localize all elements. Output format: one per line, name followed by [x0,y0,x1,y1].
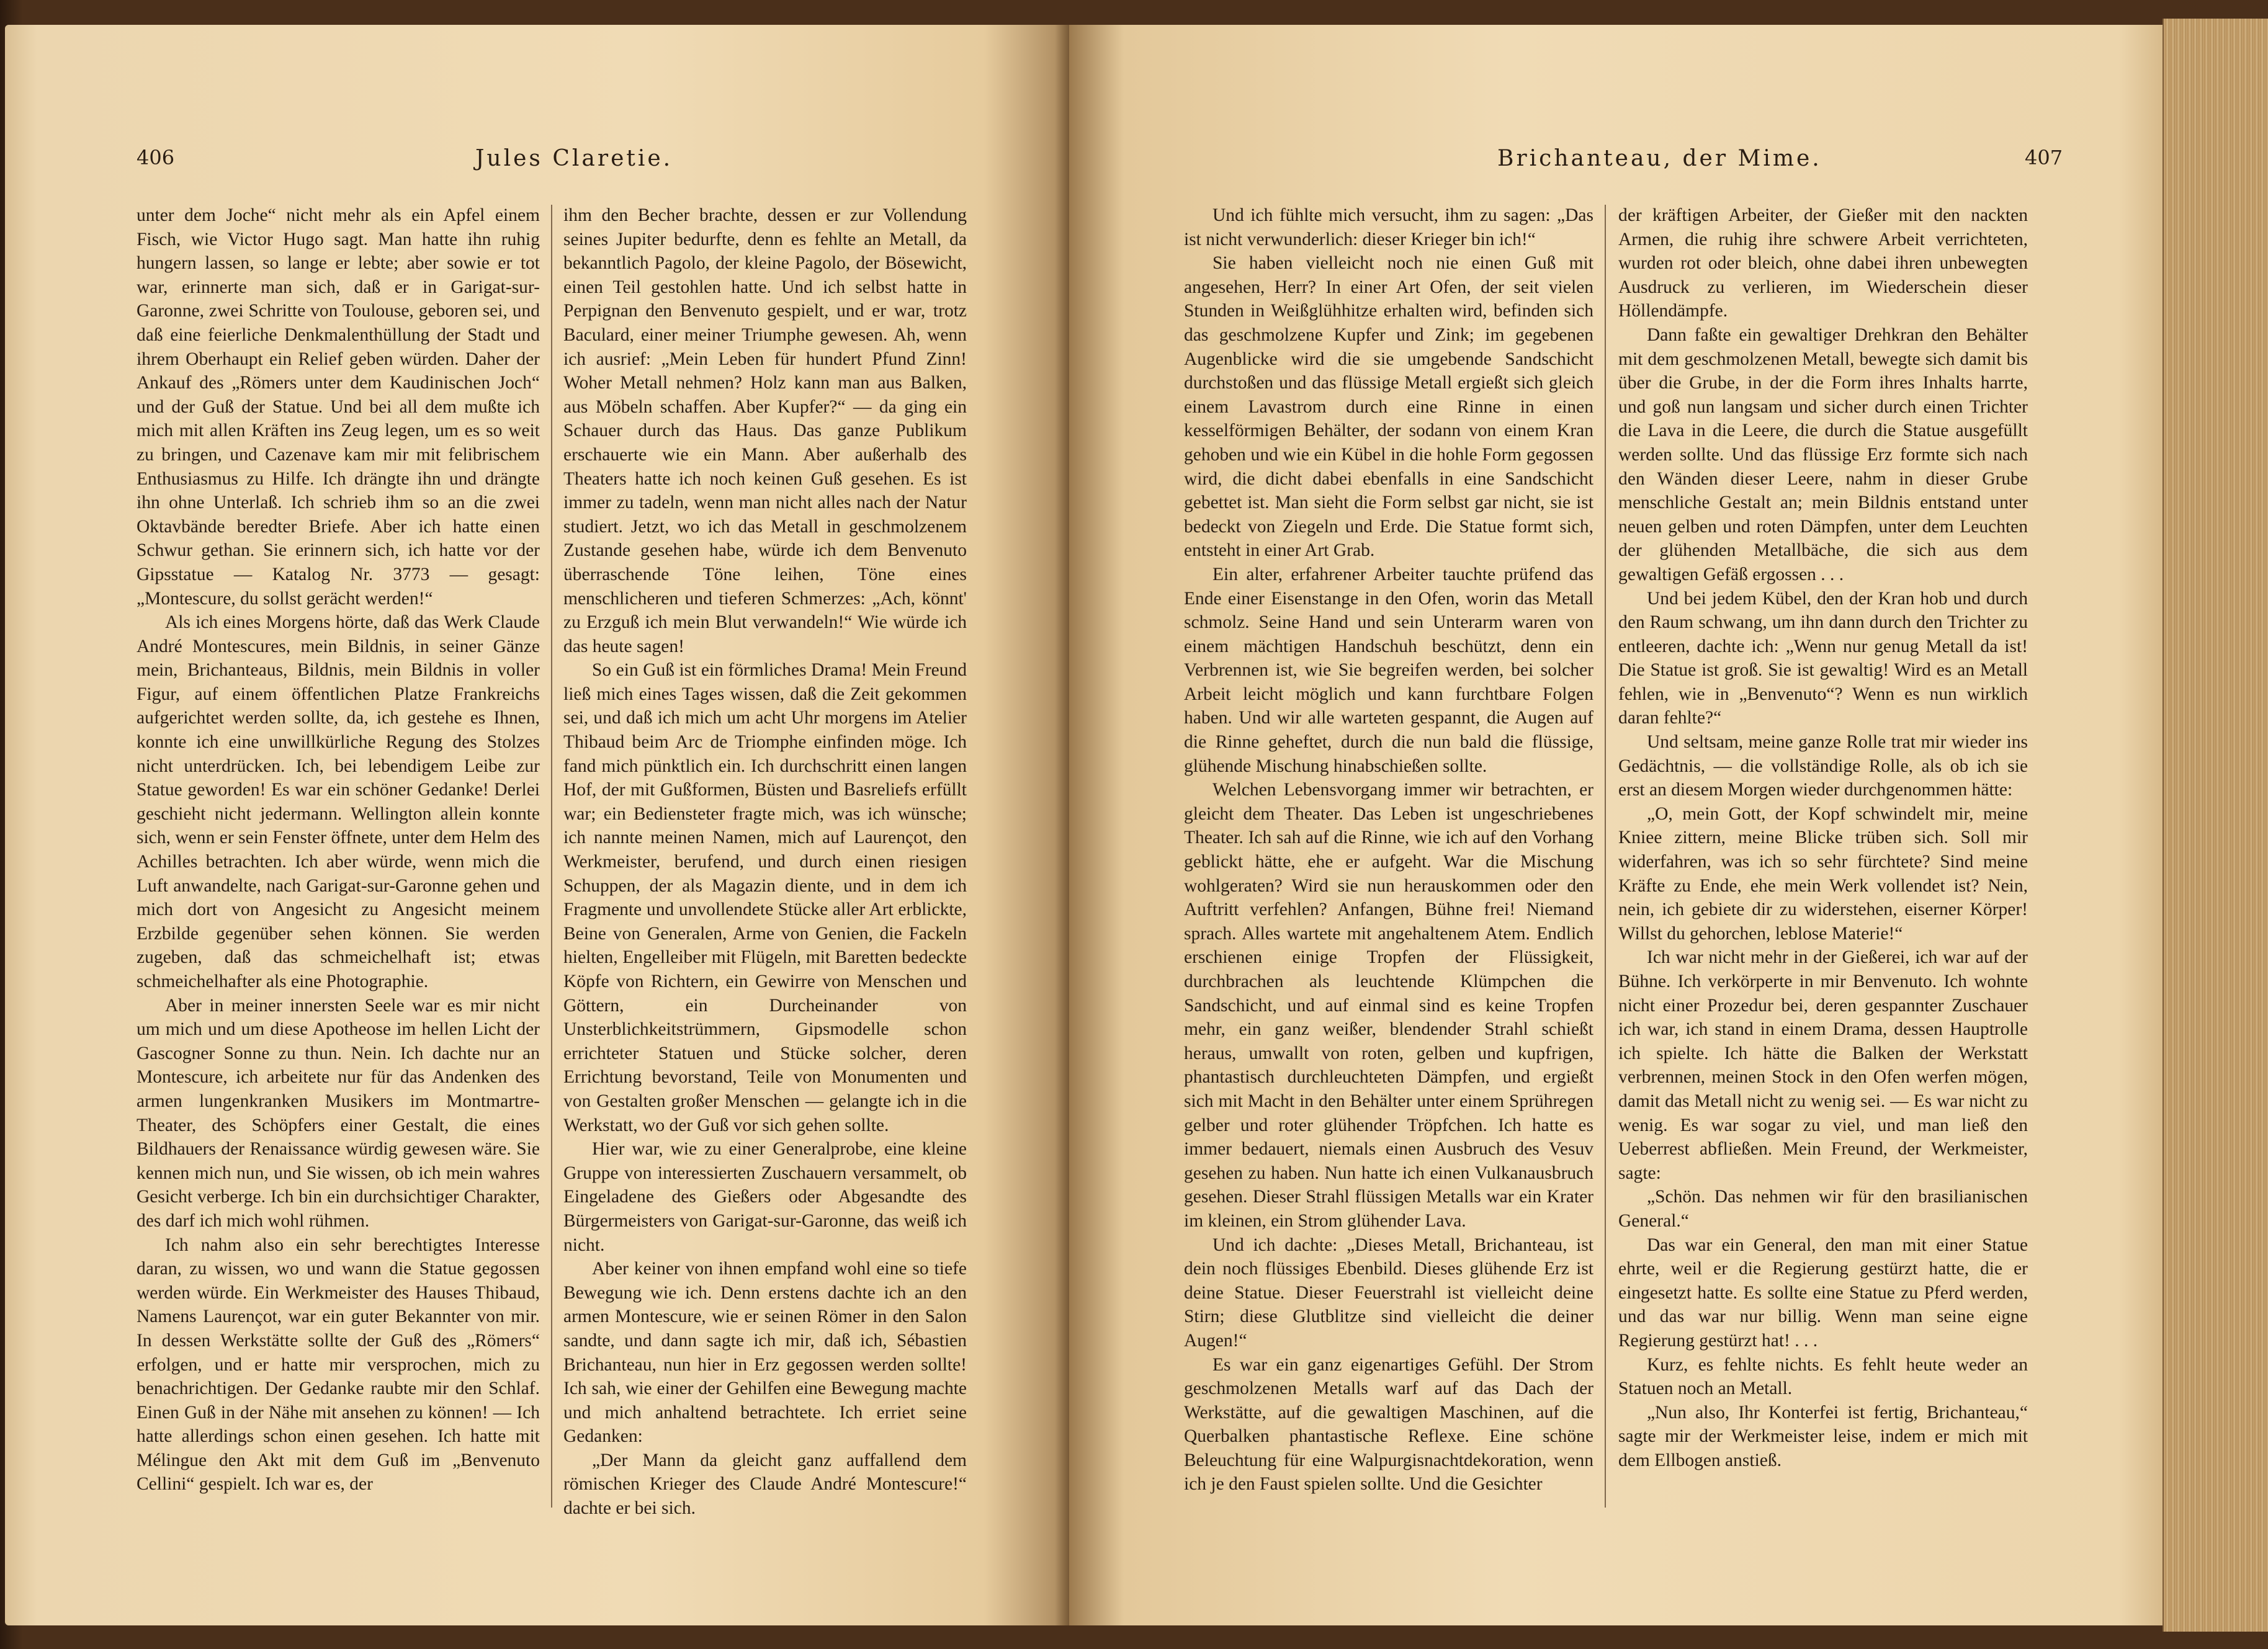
paragraph: Kurz, es fehlte nichts. Es fehlt heute weder an Statuen noch an Metall. [1618,1354,2028,1399]
paragraph: Das war ein General, den man mit einer Statue ehrte, weil er die Regierung gestürzt hatte, die er eingesetzt hatte. Es sollte eine Statue zu Pferd werden, und das war nur billig. Wenn man seine eigne Regierung gestürzt hat! . . . [1618,1235,2028,1351]
paragraph: Und bei jedem Kübel, den der Kran hob und durch den Raum schwang, um ihn dann durch den Trichter zu entleeren, dachte ich: „Wenn nur genug Metall da ist! Die Statue ist groß. Sie ist gewaltig! Wird es an Metall fehlen, wie in „Benvenuto“? Wenn es nun wirklich daran fehlte?“ [1618,588,2028,728]
page-block-edge [2163,19,2268,1632]
paragraph: Welchen Lebensvorgang immer wir betrachten, er gleicht dem Theater. Das Leben ist ungeschriebenes Theater. Ich sah auf die Rinne, wie ich auf den Vorhang geblickt hätte, ehe er aufgeht. War die Mischung wohlgeraten? Wird sie nun herauskommen oder den Auftritt verfehlen? Anfangen, Bühne frei! Niemand sprach. Alles wartete mit angehaltenem Atem. Endlich erschienen einige Tropfen der Flüssigkeit, durchbrachen als leuchtende Klümpchen die Sandschicht, und auf einmal sind es keine Tropfen mehr, ein ganz weißer, blendender Strahl schießt heraus, umwallt von roten, gelben und kupfrigen, phantastisch durchleuchteten Dämpfen, und ergießt sich mit Macht in den Behälter unter einem Sprühregen gelber und roter glühender Tröpfchen. Ich hatte es immer bedauert, niemals einen Ausbruch des Vesuv gesehen zu haben. Nun hatte ich einen Vulkanausbruch gesehen. Dieser Strahl flüssigen Metalls war ein Krater im kleinen, ein Strom glühender Lava. [1184,780,1593,1231]
column-divider [551,205,552,1508]
paragraph: unter dem Joche“ nicht mehr als ein Apfel einem Fisch, wie Victor Hugo sagt. Man hatte ihn ruhig hungern lassen, so lange er lebte; aber sowie er tot war, erinnerte man sich, daß er in Garigat-sur-Garonne, zwei Schritte von Toulouse, geboren sei, und daß eine feierliche Denkmalenthüllung der Stadt und ihrem Oberhaupt ein Relief geben würden. Daher der Ankauf des „Römers unter dem Kaudinischen Joch“ und der Guß der Statue. Und bei all dem mußte ich mich mit allen Kräften ins Zeug legen, um es so weit zu bringen, und Cazenave kam mir mit felibrischem Enthusiasmus zu Hilfe. Ich drängte ihn und drängte ihn ohne Unterlaß. Ich schrieb ihm so an die zwei Oktavbände beredter Briefe. Aber ich hatte einen Schwur gethan. Sie erinnern sich, ich hatte vor der Gipsstatue — Katalog Nr. 3773 — gesagt: „Montescure, du sollst gerächt werden!“ [137,205,540,609]
paragraph: Ich war nicht mehr in der Gießerei, ich war auf der Bühne. Ich verkörperte in mir Benvenuto. Ich wohnte nicht einer Prozedur bei, deren gespannter Zuschauer ich war, ich stand in einem Drama, dessen Hauptrolle ich spielte. Ich hätte die Balken der Werkstatt verbrennen, meinen Stock in den Ofen werfen mögen, damit das Metall nicht zu wenig sei. — Es war nicht zu wenig. Es war sogar zu viel, und man ließ den Ueberrest abfließen. Mein Freund, der Werkmeister, sagte: [1618,947,2028,1183]
paragraph: „Der Mann da gleicht ganz auffallend dem römischen Krieger des Claude André Montescure!“ dachte er bei sich. [563,1450,967,1519]
text-column-1 [1184,203,1593,1496]
paragraph: Als ich eines Morgens hörte, daß das Werk Claude André Montescures, mein Bildnis, in seiner Gänze mein, Brichanteaus, Bildnis, mein Bildnis in voller Figur, auf einem öffentlichen Platze Frankreichs aufgerichtet werden sollte, da, ich gestehe es Ihnen, konnte ich eine unwillkürliche Regung des Stolzes nicht unterdrücken. Ich, bei lebendigem Leibe zur Statue geworden! Es war ein schöner Gedanke! Derlei geschieht nicht jedermann. Wellington allein konnte sich, wenn er sein Fenster öffnete, unter dem Helm des Achilles betrachten. Ich aber würde, wenn mich die Luft anwandelte, nach Garigat-sur-Garonne gehen und mich dort von Angesicht zu Angesicht meinem Erzbilde gegenüber sehen können. Sie werden zugeben, daß das schmeichelhaft ist; etwas schmeichelhafter als eine Photographie. [137,612,540,991]
paragraph: Und ich fühlte mich versucht, ihm zu sagen: „Das ist nicht verwunderlich: dieser Krieger bin ich!“ [1184,205,1593,249]
paragraph: Aber keiner von ihnen empfand wohl eine so tiefe Bewegung wie ich. Denn erstens dachte ich an den armen Montescure, wie er seinen Römer in den Salon sandte, und dann sagte ich mir, daß ich, Sébastien Brichanteau, nun hier in Erz gegossen werden sollte! Ich sah, wie einer der Gehilfen eine Bewegung machte und mich anhaltend betrachtete. Ich erriet seine Gedanken: [563,1259,967,1447]
left-page [5,25,1069,1625]
paragraph: Ich nahm also ein sehr berechtigtes Interesse daran, zu wissen, wo und wann die Statue gegossen werden würde. Ein Werkmeister des Hauses Thibaud, Namens Laurençot, war ein guter Bekannter von mir. In dessen Werkstätte sollte der Guß des „Römers“ erfolgen, und er hatte mir versprochen, mich zu benachrichtigen. Der Gedanke raubte mir den Schlaf. Einen Guß in der Nähe mit ansehen zu können! — Ich hatte allerdings schon einen gesehen. Ich hatte mit Mélingue den Akt mit dem Guß im „Benvenuto Cellini“ gespielt. Ich war es, der [137,1235,540,1495]
paragraph: „O, mein Gott, der Kopf schwindelt mir, meine Kniee zittern, meine Blicke trüben sich. Soll mir widerfahren, was ich so sehr fürchtete? Sind meine Kräfte zu Ende, ehe mein Werk vollendet ist? Nein, nein, ich gebiete dir zu widerstehen, eiserner Körper! Willst du gehorchen, leblose Materie!“ [1618,803,2028,944]
running-head: Jules Claretie. [475,146,673,171]
paragraph: ihm den Becher brachte, dessen er zur Vollendung seines Jupiter bedurfte, denn es fehlte an Metall, da bekanntlich Pagolo, der kleine Pagolo, der Bösewicht, einen Teil gestohlen hatte. Und ich selbst hatte in Perpignan den Benvenuto gespielt, und er war, trotz Baculard, einer meiner Triumphe gewesen. Ah, wenn ich ausrief: „Mein Leben für hundert Pfund Zinn! Woher Metall nehmen? Holz kann man aus Balken, aus Möbeln schaffen. Aber Kupfer?“ — da ging ein Schauer durch das Haus. Das ganze Publikum erschauerte wie ein Mann. Aber außerhalb des Theaters hatte ich noch keinen Guß gesehen. Es ist immer zu tadeln, wenn man nicht alles nach der Natur studiert. Jetzt, wo ich das Metall in geschmolzenem Zustande gesehen habe, würde ich dem Benvenuto überraschende Töne leihen, Töne eines menschlicheren und tieferen Schmerzes: „Ach, könnt' zu Erzguß ich mein Blut verwandeln!“ Wie würde ich das heute sagen! [563,205,967,656]
text-column-1 [137,203,540,1496]
paragraph: Sie haben vielleicht noch nie einen Guß mit angesehen, Herr? In einer Art Ofen, der seit vielen Stunden in Weißglühhitze erhalten wird, befinden sich das geschmolzene Kupfer und Zink; im gegebenen Augenblicke wird die sie umgebende Sandschicht durchstoßen und das flüssige Metall ergießt sich gleich einem Lavastrom durch eine Rinne in einen kesselförmigen Behälter, der sodann von einem Kran gehoben und wie ein Kübel in die hohle Form gegossen wird, die dicht dabei ebenfalls in eine Sandschicht gebettet ist. Man sieht die Form selbst gar nicht, sie ist bedeckt von Ziegeln und Erde. Die Statue formt sich, entsteht in einer Art Grab. [1184,253,1593,561]
paragraph: Ein alter, erfahrener Arbeiter tauchte prüfend das Ende einer Eisenstange in den Ofen, worin das Metall schmolz. Seine Hand und sein Unterarm waren von einem mächtigen Handschuh beschützt, denn ein Verbrennen ist, wie Sie begreifen werden, bei solcher Arbeit leicht möglich und kann furchtbare Folgen haben. Und wir alle warteten gespannt, die Augen auf die Rinne geheftet, durch die nun bald die flüssige, glühende Mischung hinabschießen sollte. [1184,564,1593,776]
text-column-2 [563,203,967,1521]
paragraph: „Nun also, Ihr Konterfei ist fertig, Brichanteau,“ sagte mir der Werkmeister leise, indem er mich mit dem Ellbogen anstieß. [1618,1402,2028,1470]
paragraph: Dann faßte ein gewaltiger Drehkran den Behälter mit dem geschmolzenen Metall, bewegte sich damit bis über die Grube, in der die Form ihres Inhalts harrte, und goß nun langsam und sicher durch einen Trichter die Lava in die Leere, die durch die Statue ausgefüllt werden sollte. Und das flüssige Erz formte sich nach den Wänden dieser Leere, nahm in dieser Grube menschliche Gestalt an; mein Bildnis entstand unter neuen gelben und roten Dämpfen, unter dem Leuchten der glühenden Metallbäche, die sich aus dem gewaltigen Gefäß ergossen . . . [1618,324,2028,584]
text-column-2 [1618,203,2028,1472]
running-head: Brichanteau, der Mime. [1497,146,1822,171]
paragraph: Und ich dachte: „Dieses Metall, Brichanteau, ist dein noch flüssiges Ebenbild. Dieses glühende Erz ist deine Statue. Dieser Feuerstrahl ist vielleicht deine Stirn; diese Glutblitze sind vielleicht die deiner Augen!“ [1184,1235,1593,1351]
paragraph: „Schön. Das nehmen wir für den brasilianischen General.“ [1618,1187,2028,1231]
right-page [1069,25,2163,1625]
page-number: 406 [137,146,175,169]
paragraph: Es war ein ganz eigenartiges Gefühl. Der Strom geschmolzenen Metalls warf auf das Dach der Werkstätte, auf die gewaltigen Maschinen, auf die Querbalken phantastische Reflexe. Eine schöne Beleuchtung für eine Walpurgisnachtdekoration, wenn ich je den Faust spielen sollte. Und die Gesichter [1184,1354,1593,1495]
page-number: 407 [2025,146,2063,169]
paragraph: Und seltsam, meine ganze Rolle trat mir wieder ins Gedächtnis, — die vollständige Rolle, als ob ich sie erst an diesem Morgen wieder durchgenommen hätte: [1618,732,2028,800]
paragraph: So ein Guß ist ein förmliches Drama! Mein Freund ließ mich eines Tages wissen, daß die Zeit gekommen sei, und daß ich mich um acht Uhr morgens im Atelier Thibaud beim Arc de Triomphe einfinden möge. Ich fand mich pünktlich ein. Ich durchschritt einen langen Hof, der mit Gußformen, Büsten und Basreliefs erfüllt war; ein Bediensteter fragte mich, was ich wünsche; ich nannte meinen Namen, mich auf Laurençot, den Werkmeister, berufend, und durch einen riesigen Schuppen, der als Magazin diente, und in dem ich Fragmente und unvollendete Stücke aller Art erblickte, Beine von Generalen, Arme von Genien, die Fackeln hielten, Engelleiber mit Flügeln, mit Baretten bedeckte Köpfe von Richtern, ein Gewirre von Menschen und Göttern, ein Durcheinander von Unsterblichkeitstrümmern, Gipsmodelle schon errichteter Statuen und Stücke solcher, deren Errichtung bevorstand, Teile von Monumenten und von Gestalten großer Menschen — gelangte ich in die Werkstatt, wo der Guß vor sich gehen sollte. [563,660,967,1135]
paragraph: Aber in meiner innersten Seele war es mir nicht um mich und um diese Apotheose im hellen Licht der Gascogner Sonne zu thun. Nein. Ich dachte nur an Montescure, ich arbeitete nur für das Andenken des armen lungenkranken Musikers im Montmartre-Theater, des Schöpfers einer Gestalt, die eines Bildhauers der Renaissance würdig gewesen wäre. Sie kennen mich nun, und Sie wissen, ob ich mein wahres Gesicht verberge. Ich bin ein durchsichtiger Charakter, des darf ich mich wohl rühmen. [137,995,540,1231]
paragraph: Hier war, wie zu einer Generalprobe, eine kleine Gruppe von interessierten Zuschauern versammelt, ob Eingeladene des Gießers oder Abgesandte des Bürgermeisters von Garigat-sur-Garonne, das weiß ich nicht. [563,1139,967,1255]
paragraph: der kräftigen Arbeiter, der Gießer mit den nackten Armen, die ruhig ihre schwere Arbeit verrichteten, wurden rot oder bleich, ohne dabei ihren unbewegten Ausdruck zu verlieren, im Wiederschein dieser Höllendämpfe. [1618,205,2028,321]
column-divider [1605,205,1606,1508]
